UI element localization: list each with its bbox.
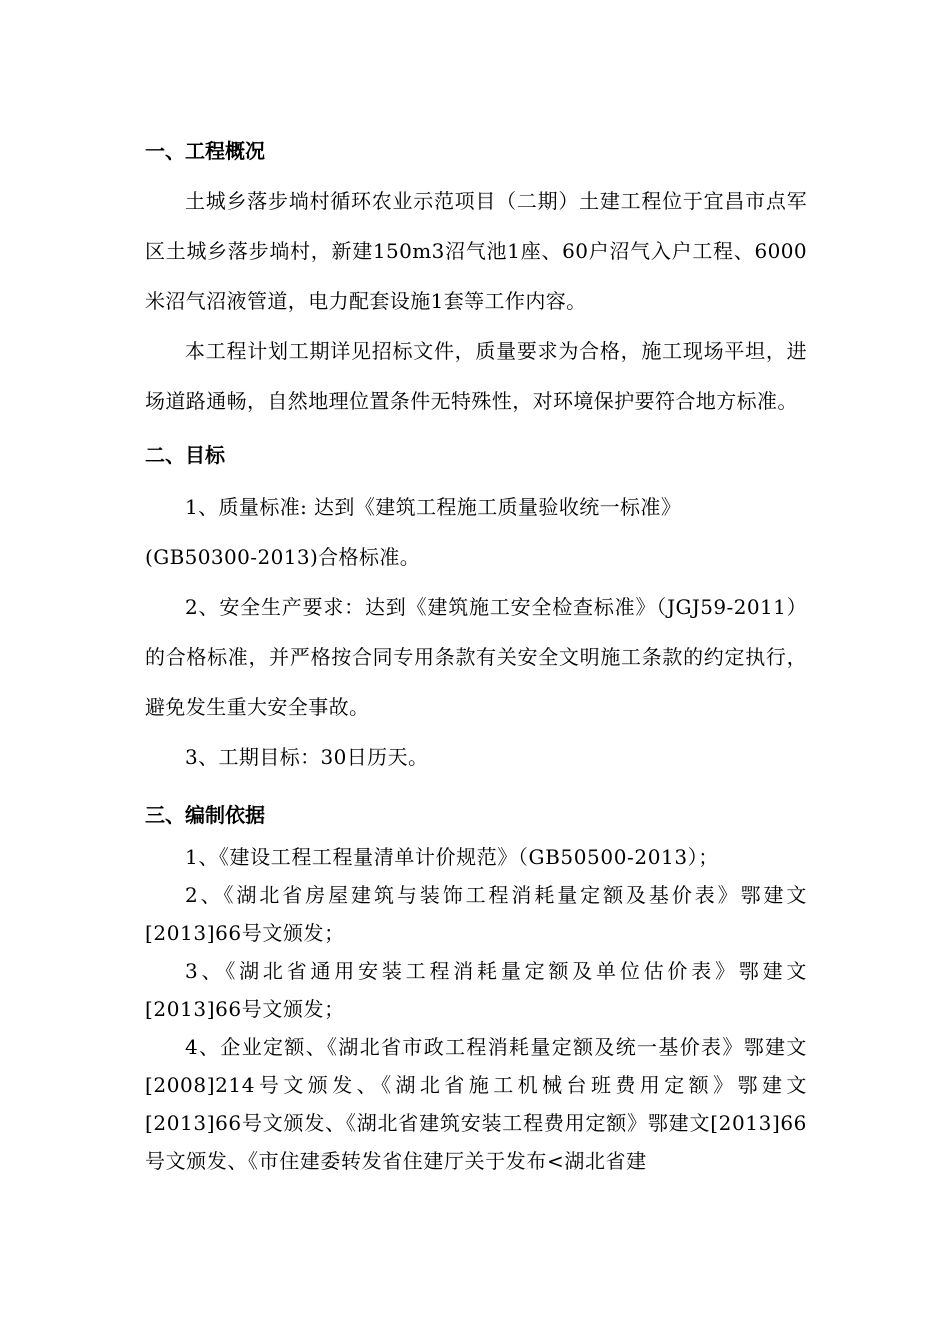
section-heading-basis: 三、编制依据 <box>145 803 265 827</box>
goal-item-2: 2、安全生产要求：达到《建筑施工安全检查标准》（JGJ59-2011）的合格标准，并严格按合同专用条款有关安全文明施工条款的约定执行，避免发生重大安全事故。 <box>145 595 807 719</box>
overview-paragraph-2: 本工程计划工期详见招标文件，质量要求为合格，施工现场平坦，进场道路通畅，自然地理位置条件无特殊性，对环境保护要符合地方标准。 <box>145 339 807 413</box>
document-page <box>145 128 807 1180</box>
goal-item-1-line-2: (GB50300-2013)合格标准。 <box>145 545 421 569</box>
overview-paragraph-1: 土城乡落步埫村循环农业示范项目（二期）土建工程位于宜昌市点军区土城乡落步埫村，新建150m3沼气池1座、60户沼气入户工程、6000米沼气沼液管道，电力配套设施1套等工作内容。 <box>145 189 807 313</box>
basis-item-3: 3、《湖北省通用安装工程消耗量定额及单位估价表》鄂建文[2013]66号文颁发； <box>145 959 807 1021</box>
basis-item-4: 4、企业定额、《湖北省市政工程消耗量定额及统一基价表》鄂建文[2008]214号文颁发、《湖北省施工机械台班费用定额》鄂建文[2013]66号文颁发、《湖北省建筑安装工程费用定额》鄂建文[2013]66号文颁发、《市住建委转发省住建厅关于发布<湖北省建 <box>145 1035 807 1173</box>
goal-item-3: 3、工期目标：30日历天。 <box>185 745 429 769</box>
basis-item-2: 2、《湖北省房屋建筑与装饰工程消耗量定额及基价表》鄂建文[2013]66号文颁发； <box>145 883 807 945</box>
goal-item-1-line-1: 1、质量标准: 达到《建筑工程施工质量验收统一标准》 <box>185 495 682 519</box>
section-heading-overview: 一、工程概况 <box>145 139 265 163</box>
section-heading-goals: 二、目标 <box>145 443 225 467</box>
basis-item-1: 1、《建设工程工程量清单计价规范》（GB50500-2013）； <box>185 845 719 869</box>
